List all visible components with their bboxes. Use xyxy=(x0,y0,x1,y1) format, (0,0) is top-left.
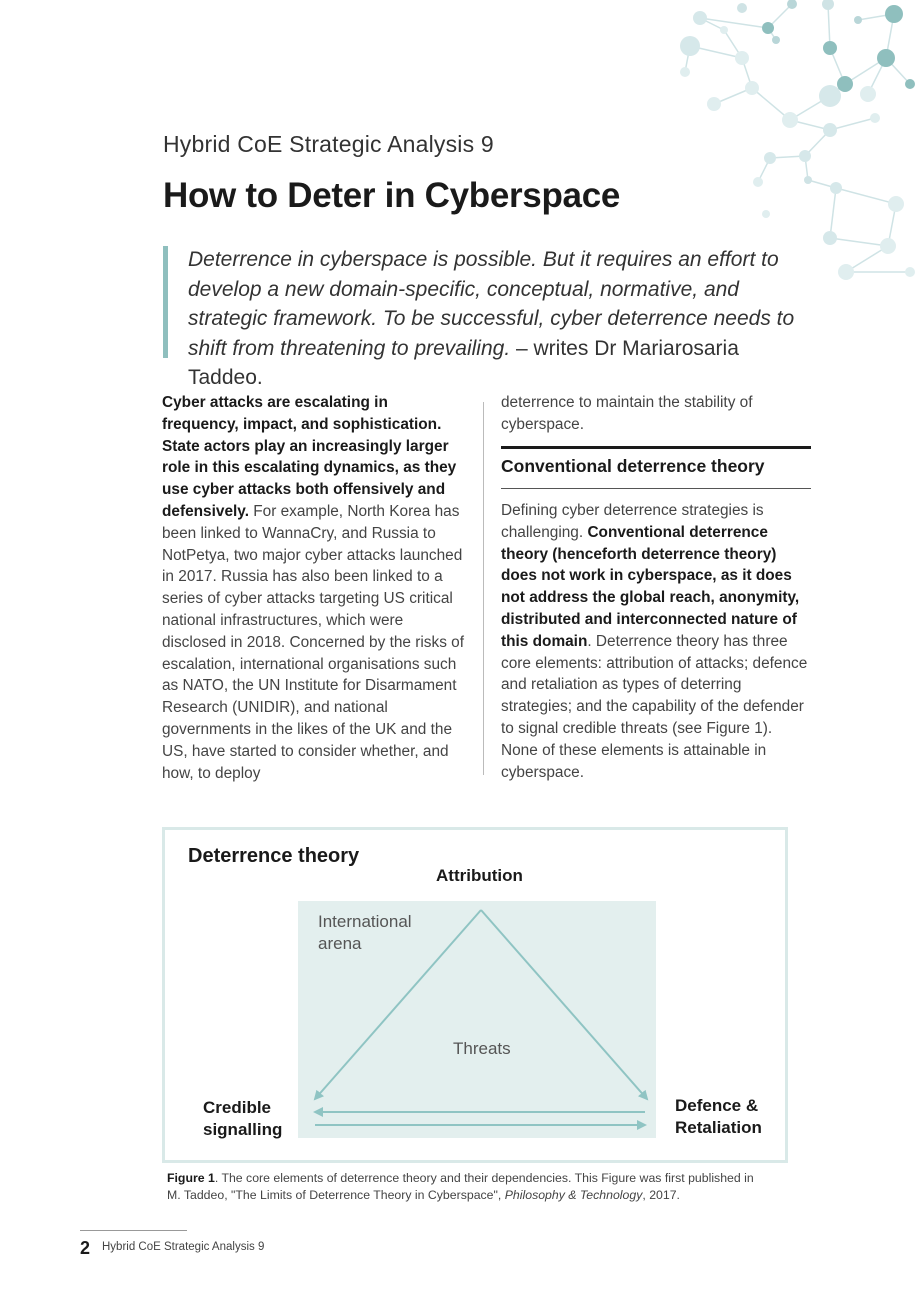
right-intro-text: Defining cyber deterrence strategies is challenging. xyxy=(501,502,764,541)
credible-signalling-label xyxy=(203,1097,282,1141)
threats-label: Threats xyxy=(453,1039,511,1058)
defence-retaliation-label xyxy=(675,1095,762,1139)
page-title: How to Deter in Cyberspace xyxy=(163,176,621,215)
figure-caption xyxy=(167,1170,767,1204)
page-number: 2 xyxy=(80,1238,91,1258)
arena-label-line2: arena xyxy=(318,934,362,953)
arena-label xyxy=(318,911,412,955)
figure-title: Deterrence theory xyxy=(188,845,360,867)
left-body-text: For example, North Korea has been linked to WannaCry, and Russia to NotPetya, two major cyber attacks launched in 2017. Russia has also been linked to a series of cyber attacks targeting US critical national infrastructures, which were disclosed in 2018. Concerned by the risks of escalation, international organisations such as NATO, the UN Institute for Disarmament Research (UNIDIR), and national governments in the likes of the UK and the US, have started to consider whether, and how, to deploy xyxy=(162,502,464,782)
credible-label-line2: signalling xyxy=(203,1120,283,1139)
caption-journal: Philosophy & Technology xyxy=(504,1188,643,1202)
quote-attribution: – writes Dr Mariarosaria Taddeo. xyxy=(188,336,739,389)
caption-year: , 2017. xyxy=(642,1188,680,1202)
footer-running-title: Hybrid CoE Strategic Analysis 9 xyxy=(102,1241,265,1253)
defence-label-line2: Retaliation xyxy=(675,1118,762,1137)
caption-label: Figure 1 xyxy=(167,1171,215,1185)
series-title: Hybrid CoE Strategic Analysis 9 xyxy=(163,131,494,157)
right-column-continuation: deterrence to maintain the stability of cyberspace. xyxy=(501,394,753,433)
arena-label-line1: International xyxy=(318,912,412,931)
lead-paragraph-bold: Cyber attacks are escalating in frequency, impact, and sophistication. State actors play an increasingly larger role in this escalating dynamics, as they use cyber attacks both offensively and defensively. xyxy=(162,394,457,520)
defence-label-line1: Defence & xyxy=(675,1096,759,1115)
right-body-text: . Deterrence theory has three core elements: attribution of attacks; defence and retaliation as types of deterring strategies; and the capability of the defender to signal credible threats (see Figure 1). None of these elements is attainable in cyberspace. xyxy=(501,632,808,781)
right-bold-text: Conventional deterrence theory (henceforth deterrence theory) does not work in cyberspace, as it does not address the global reach, anonymity, distributed and interconnected nature of this domain xyxy=(501,523,800,650)
footer-rule xyxy=(80,1230,187,1231)
quote-text: Deterrence in cyberspace is possible. But it requires an effort to develop a new domain-specific, conceptual, normative, and strategic framework. To be successful, cyber deterrence needs to shift from threatening to prevailing. xyxy=(188,248,795,360)
caption-text: . The core elements of deterrence theory and their dependencies. This Figure was first published in M. Taddeo, "The Limits of Deterrence Theory in Cyberspace", xyxy=(167,1171,754,1202)
section-heading: Conventional deterrence theory xyxy=(501,456,765,476)
attribution-label: Attribution xyxy=(436,866,523,885)
credible-label-line1: Credible xyxy=(203,1098,272,1117)
